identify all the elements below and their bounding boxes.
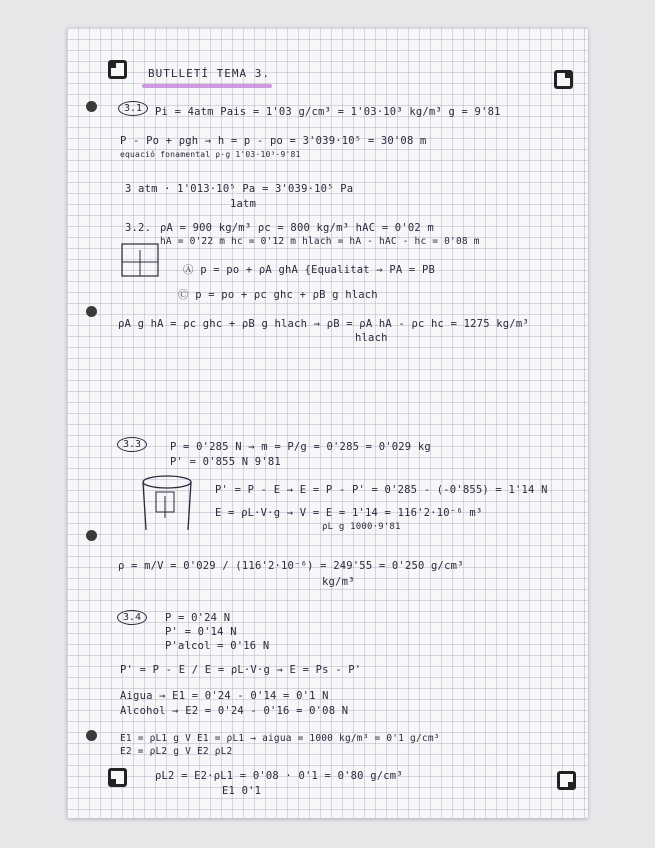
text-line: Aigua → E1 = 0'24 - 0'14 = 0'1 N (120, 690, 329, 702)
corner-marker-icon (557, 771, 576, 790)
text-line: 1atm (230, 198, 257, 210)
text-line: P'alcol = 0'16 N (165, 640, 270, 652)
text-line: Alcohol → E2 = 0'24 - 0'16 = 0'08 N (120, 705, 349, 717)
text-line: P' = 0'14 N (165, 626, 237, 638)
binder-hole (86, 530, 97, 541)
text-line: 3 atm · 1'013·10⁵ Pa = 3'039·10⁵ Pa (125, 183, 354, 195)
binder-hole (86, 306, 97, 317)
exercise-number: 3.4 (117, 610, 147, 625)
text-line: P = 0'285 N → m = P/g = 0'285 = 0'029 kg (170, 441, 431, 453)
text-line: P' = P - E → E = P - P' = 0'285 - (-0'855) = 1'14 N (215, 484, 548, 496)
text-line: E2 = ρL2 g V E2 ρL2 (120, 746, 233, 757)
text-line: P' = P - E / E = ρL·V·g → E = Ps - P' (120, 664, 362, 676)
page-title: BUTLLETÍ TEMA 3. (148, 67, 270, 80)
text-line: kg/m³ (322, 576, 355, 588)
corner-marker-icon (108, 60, 127, 79)
exercise-number: 3.2. (125, 222, 152, 234)
text-line: ρL g 1000·9'81 (322, 522, 401, 532)
binder-hole (86, 101, 97, 112)
text-line: Ⓐ p = po + ρA ghA {Equalitat → PA = PB (183, 264, 435, 276)
exercise-number: 3.1 (118, 101, 148, 116)
text-line: hlach (355, 332, 388, 344)
text-line: Ⓒ p = po + ρc ghc + ρB g hlach (178, 289, 378, 301)
text-line: P' = 0'855 N 9'81 (170, 456, 281, 468)
text-line: E1 0'1 (222, 785, 262, 797)
text-line: E1 = ρL1 g V E1 = ρL1 → aigua = 1000 kg/m³ = 0'1 g/cm³ (120, 733, 440, 744)
binder-hole (86, 730, 97, 741)
text-line: ρ = m/V = 0'029 / (116'2·10⁻⁶) = 249'55 = 0'250 g/cm³ (118, 560, 464, 572)
text-line: hA = 0'22 m hc = 0'12 m hlach = hA - hAC - hc = 0'08 m (160, 236, 480, 247)
beaker-sketch (138, 474, 196, 536)
corner-marker-icon (108, 768, 127, 787)
text-line: P - Po + ρgh → h = p - po = 3'039·10⁵ = 30'08 m (120, 135, 427, 147)
text-line: ρA g hA = ρc ghc + ρB g hlach → ρB = ρA hA - ρc hc = 1275 kg/m³ (118, 318, 529, 330)
text-line: ρA = 900 kg/m³ ρc = 800 kg/m³ hAC = 0'02 m (160, 222, 434, 234)
text-line: ρL2 = E2·ρL1 = 0'08 · 0'1 = 0'80 g/cm³ (155, 770, 403, 782)
title-highlight (142, 84, 272, 88)
exercise-number: 3.3 (117, 437, 147, 452)
text-line: Pi = 4atm Pais = 1'03 g/cm³ = 1'03·10³ kg/m³ g = 9'81 (155, 106, 501, 118)
text-line: P = 0'24 N (165, 612, 231, 624)
text-line: E = ρL·V·g → V = E = 1'14 = 116'2·10⁻⁶ m³ (215, 507, 483, 519)
corner-marker-icon (554, 70, 573, 89)
u-tube-sketch (120, 242, 162, 280)
text-line: equació fonamental ρ·g 1'03·10³·9'81 (120, 150, 301, 159)
